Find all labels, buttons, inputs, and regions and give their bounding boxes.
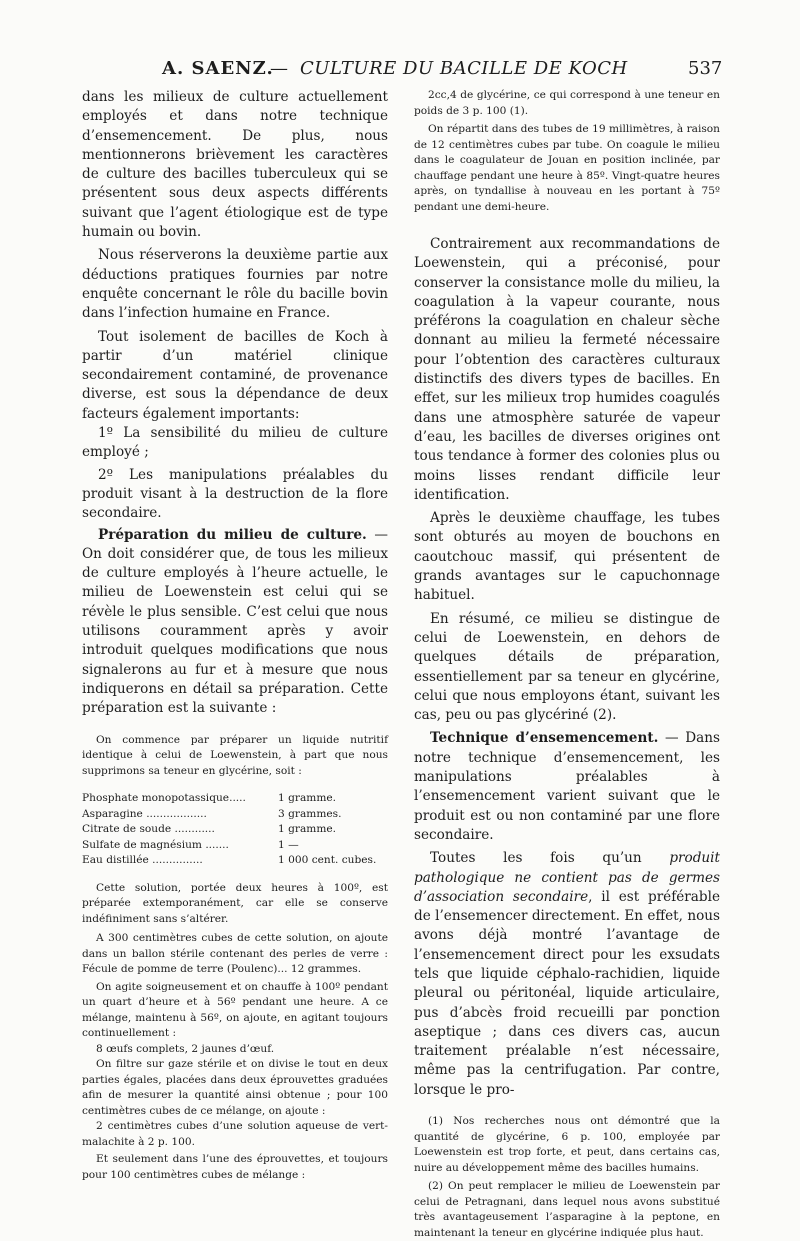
right-paragraph-4-end: , il est préférable de l’ensemencer directement. En effet, nous avons déjà montré l’avantage de l’ensemencement direct pour les exsudats tels que liquide céphalo-rachidien, liquide pleural ou péritonéal, liquide articulaire, pus d’abcès froid recueilli par ponction aseptique ; dans ces divers cas, aucun traitement préalable n’est nécessaire, même pas la centrifugation. Par contre, lorsque le pro-	[414, 888, 721, 1098]
ingredient-row	[82, 791, 388, 807]
section-preparation	[82, 526, 388, 719]
left-small-6: On filtre sur gaze stérile et on divise le tout en deux parties égales, placées dans deux éprouvettes graduées afin de mesurer la quantité ainsi obtenue ; pour 100 centimètres cubes de ce mélange, on ajoute :	[82, 1058, 388, 1117]
section-title-preparation: Préparation du milieu de culture.	[98, 526, 367, 543]
left-small-7: 2 centimètres cubes d’une solution aqueuse de vert-malachite à 2 p. 100.	[82, 1120, 388, 1148]
section-text-technique: — Dans notre technique d’ensemencement, les manipulations préalables à l’ensemencement varient suivant que le produit est ou non contaminé par une flore secondaire.	[414, 730, 720, 843]
ingredient-quantity: 3 grammes.	[278, 807, 342, 820]
right-paragraph-4-italic: produit pathologique ne contient pas de germes d’association secondaire	[414, 850, 720, 905]
left-paragraph-4: 1º La sensibilité du milieu de culture employé ;	[82, 425, 388, 461]
right-paragraph-4	[414, 849, 720, 1100]
left-small-8: Et seulement dans l’une des éprouvettes, et toujours pour 100 centimètres cubes de mélange :	[82, 1153, 388, 1181]
right-small-1: 2cc,4 de glycérine, ce qui correspond à une teneur en poids de 3 p. 100 (1).	[414, 89, 720, 117]
ingredients-table	[82, 791, 388, 869]
ingredient-row	[82, 807, 388, 823]
right-small-2: On répartit dans des tubes de 19 millimètres, à raison de 12 centimètres cubes par tube. On coagule le milieu dans le coagulateur de Jouan en position inclinée, par chauffage pendant une heure à 85º. Vingt-quatre heures après, on tyndallise à nouveau en les portant à 75º pendant une demi-heure.	[414, 123, 720, 213]
left-small-4: On agite soigneusement et on chauffe à 100º pendant un quart d’heure et à 56º pendant une heure. A ce mélange, maintenu à 56º, on ajoute, en agitant toujours continuellement :	[82, 980, 388, 1039]
header-title: CULTURE DU BACILLE DE KOCH	[300, 58, 628, 79]
ingredient-row	[82, 822, 388, 838]
section-title-technique: Technique d’ensemencement.	[430, 730, 659, 747]
left-paragraph-3: Tout isolement de bacilles de Koch à partir d’un matériel clinique secondairement contaminé, de provenance diverse, est sous la dépendance de deux facteurs également importants:	[82, 328, 388, 422]
left-paragraph-5: 2º Les manipulations préalables du produit visant à la destruction de la flore secondaire.	[82, 466, 388, 522]
left-column	[82, 88, 388, 1183]
ingredient-name: Sulfate de magnésium .......	[82, 838, 229, 851]
left-paragraph-2: Nous réserverons la deuxième partie aux déductions pratiques fournies par notre enquête concernant le rôle du bacille bovin dans l’infection humaine en France.	[82, 247, 388, 322]
right-column	[414, 88, 720, 1241]
ingredient-row	[82, 853, 388, 869]
right-paragraph-4-start: Toutes les fois qu’un	[430, 850, 670, 867]
section-technique	[414, 729, 720, 845]
footnote-1: (1) Nos recherches nous ont démontré que la quantité de glycérine, 6 p. 100, employée par Loewenstein est trop forte, et peut, dans certains cas, nuire au développement même des bacilles humains.	[414, 1115, 720, 1174]
left-small-3: A 300 centimètres cubes de cette solution, on ajoute dans un ballon stérile contenant des perles de verre : Fécule de pomme de terre (Poulenc)... 12 grammes.	[82, 932, 388, 975]
header-dash: —	[270, 58, 288, 79]
ingredient-quantity: 1 000 cent. cubes.	[278, 854, 377, 866]
footnote-2: (2) On peut remplacer le milieu de Loewenstein par celui de Petragnani, dans lequel nous avons substitué très avantageusement l’asparagine à la peptone, en maintenant la teneur en glycérine indiquée plus haut.	[414, 1180, 720, 1239]
left-small-1: On commence par préparer un liquide nutritif identique à celui de Loewenstein, à part que nous supprimons sa teneur en glycérine, soit :	[82, 733, 388, 777]
section-text-preparation: — On doit considérer que, de tous les milieux de culture employés à l’heure actuelle, le milieu de Loewenstein est celui qui se révèle le plus sensible. C’est celui que nous utilisons couramment après y avoir introduit quelques modifications que nous signalerons au fur et à mesure que nous indiquerons en détail sa préparation. Cette préparation est la suivante :	[82, 526, 389, 717]
ingredient-row	[82, 838, 388, 854]
ingredient-name: Phosphate monopotassique.....	[82, 792, 246, 804]
left-paragraph-1: dans les milieux de culture actuellement employés et dans notre technique d’ensemencement. De plus, nous mentionnerons brièvement les caractères de culture des bacilles tuberculeux qui se présentent sous deux aspects différents suivant que l’agent étiologique est de type humain ou bovin.	[82, 89, 388, 241]
ingredient-quantity: 1 gramme.	[278, 792, 336, 804]
left-small-5: 8 œufs complets, 2 jaunes d’œuf.	[96, 1042, 275, 1055]
page-number: 537	[688, 58, 723, 79]
ingredient-quantity: 1 gramme.	[278, 823, 336, 835]
header-author: A. SAENZ.	[162, 58, 274, 79]
ingredient-name: Citrate de soude ............	[82, 823, 215, 835]
ingredient-name: Eau distillée ...............	[82, 854, 203, 866]
ingredient-name: Asparagine ..................	[82, 807, 207, 820]
running-header	[0, 58, 800, 82]
ingredient-quantity: 1 —	[278, 838, 299, 851]
right-paragraph-2: Après le deuxième chauffage, les tubes sont obturés au moyen de bouchons en caoutchouc massif, qui présentent de grands avantages sur le capuchonnage habituel.	[414, 510, 720, 604]
right-paragraph-1: Contrairement aux recommandations de Loewenstein, qui a préconisé, pour conserver la consistance molle du milieu, la coagulation à la vapeur courante, nous préférons la coagulation en chaleur sèche donnant au milieu la fermeté nécessaire pour l’obtention des caractères culturaux distinctifs des divers types de bacilles. En effet, sur les milieux trop humides coagulés dans une atmosphère saturée de vapeur d’eau, les bacilles de diverses origines ont tous tendance à former des colonies plus ou moins lisses rendant difficile leur identification.	[414, 236, 720, 503]
left-small-2: Cette solution, portée deux heures à 100º, est préparée extemporanément, car elle se conserve indéfiniment sans s’altérer.	[82, 881, 388, 925]
right-paragraph-3: En résumé, ce milieu se distingue de celui de Loewenstein, en dehors de quelques détails de préparation, essentiellement par sa teneur en glycérine, celui que nous employons étant, suivant les cas, peu ou pas glycériné (2).	[414, 610, 720, 724]
